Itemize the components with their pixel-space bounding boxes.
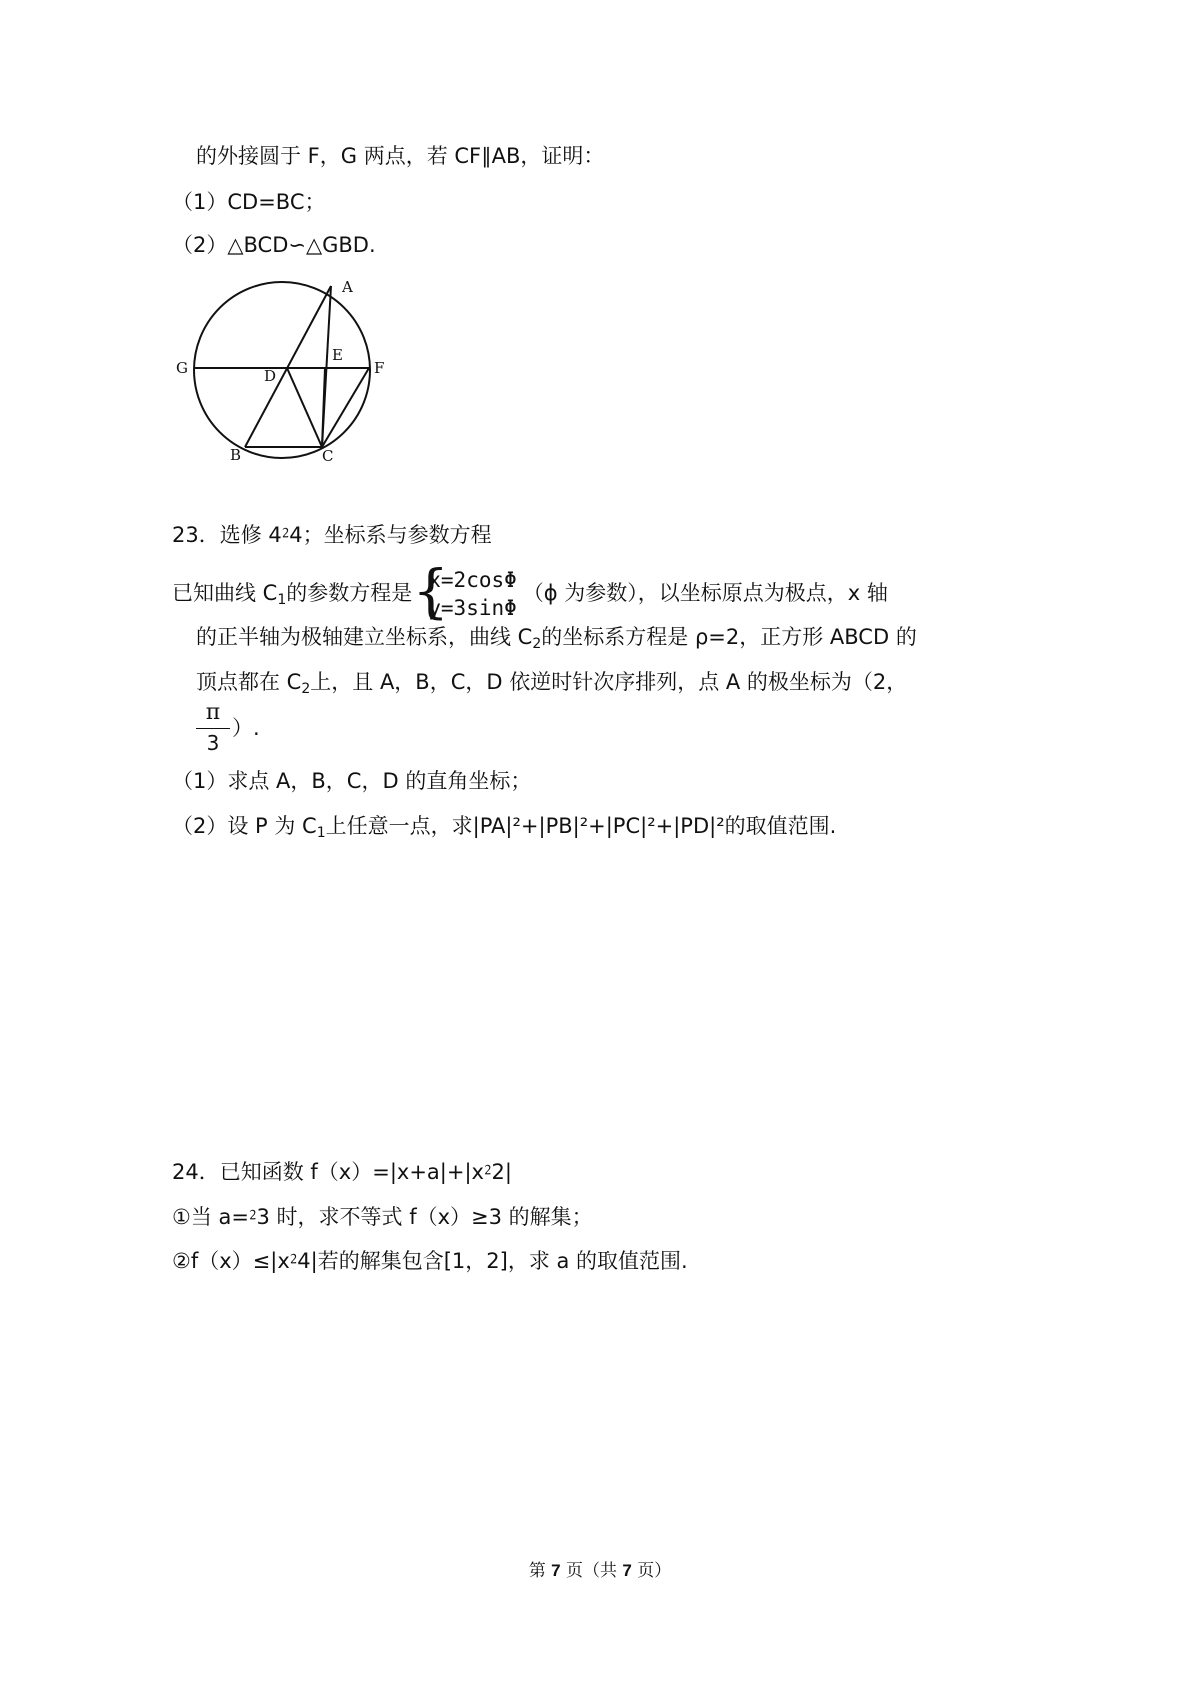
q23-sub2: 2	[532, 636, 542, 652]
q23-line3-suffix: 上，且 A，B，C，D 依逆时针次序排列，点 A 的极坐标为（2，	[310, 670, 908, 694]
label-A: A	[342, 278, 353, 296]
q23-item1: （1）求点 A，B，C，D 的直角坐标；	[172, 769, 532, 793]
page-footer	[0, 1556, 1200, 1581]
q23-line2-suffix: 的坐标系方程是 ρ=2，正方形 ABCD 的	[541, 625, 917, 649]
q23-intro-mid: 的参数方程是	[286, 581, 413, 605]
q23-intro	[172, 557, 888, 625]
label-F: F	[374, 359, 385, 377]
footer-middle: 页（共	[560, 1561, 623, 1581]
q23-heading: 23．选修 4⁲4；坐标系与参数方程	[172, 523, 492, 547]
q23-line2	[196, 622, 917, 652]
fraction-numerator: π	[205, 700, 221, 725]
q23-line4: ）.	[232, 716, 260, 740]
footer-prefix: 第	[528, 1561, 552, 1581]
parametric-system: { x=2cosΦ y=3sinΦ	[412, 557, 517, 625]
q23-line3-prefix: 顶点都在 C	[196, 670, 302, 694]
fraction-denominator: 3	[206, 731, 220, 755]
label-E: E	[332, 346, 343, 364]
q23-intro-prefix: 已知曲线 C	[172, 581, 278, 605]
q22-line1: 的外接圆于 F，G 两点，若 CF∥AB，证明：	[196, 144, 605, 168]
eq-x: x=2cosΦ	[428, 568, 517, 592]
q22-item1: （1）CD=BC；	[172, 190, 326, 214]
q23-item2-suffix: 上任意一点，求|PA|²+|PB|²+|PC|²+|PD|²的取值范围.	[325, 814, 837, 838]
label-C: C	[322, 447, 334, 465]
q24-item2: ②f（x）≤|x⁲4|若的解集包含[1，2]，求 a 的取值范围.	[172, 1249, 688, 1273]
q23-sub4: 1	[316, 825, 326, 841]
page-total: 7	[622, 1561, 632, 1580]
geometry-figure	[170, 275, 410, 475]
label-D: D	[264, 367, 277, 385]
page-number: 7	[551, 1561, 561, 1580]
footer-suffix: 页）	[631, 1561, 672, 1581]
q23-sub3: 2	[301, 681, 311, 697]
q23-line3	[196, 667, 907, 697]
eq-y: y=3sinΦ	[428, 596, 517, 620]
q22-item2: （2）△BCD∽△GBD.	[172, 233, 376, 257]
q23-intro-suffix: （ϕ 为参数），以坐标原点为极点，x 轴	[522, 581, 888, 605]
label-G: G	[176, 359, 188, 377]
q23-sub1: 1	[277, 592, 287, 608]
q23-item2	[172, 811, 836, 841]
label-B: B	[230, 446, 242, 464]
fraction-bar	[196, 728, 230, 729]
pi-over-3-fraction	[196, 700, 230, 755]
q24-item1: ①当 a=⁲3 时，求不等式 f（x）≥3 的解集；	[172, 1205, 593, 1229]
q23-item2-prefix: （2）设 P 为 C	[172, 814, 317, 838]
q23-line2-prefix: 的正半轴为极轴建立坐标系，曲线 C	[196, 625, 533, 649]
q24-heading: 24．已知函数 f（x）=|x+a|+|x⁲2|	[172, 1160, 512, 1184]
